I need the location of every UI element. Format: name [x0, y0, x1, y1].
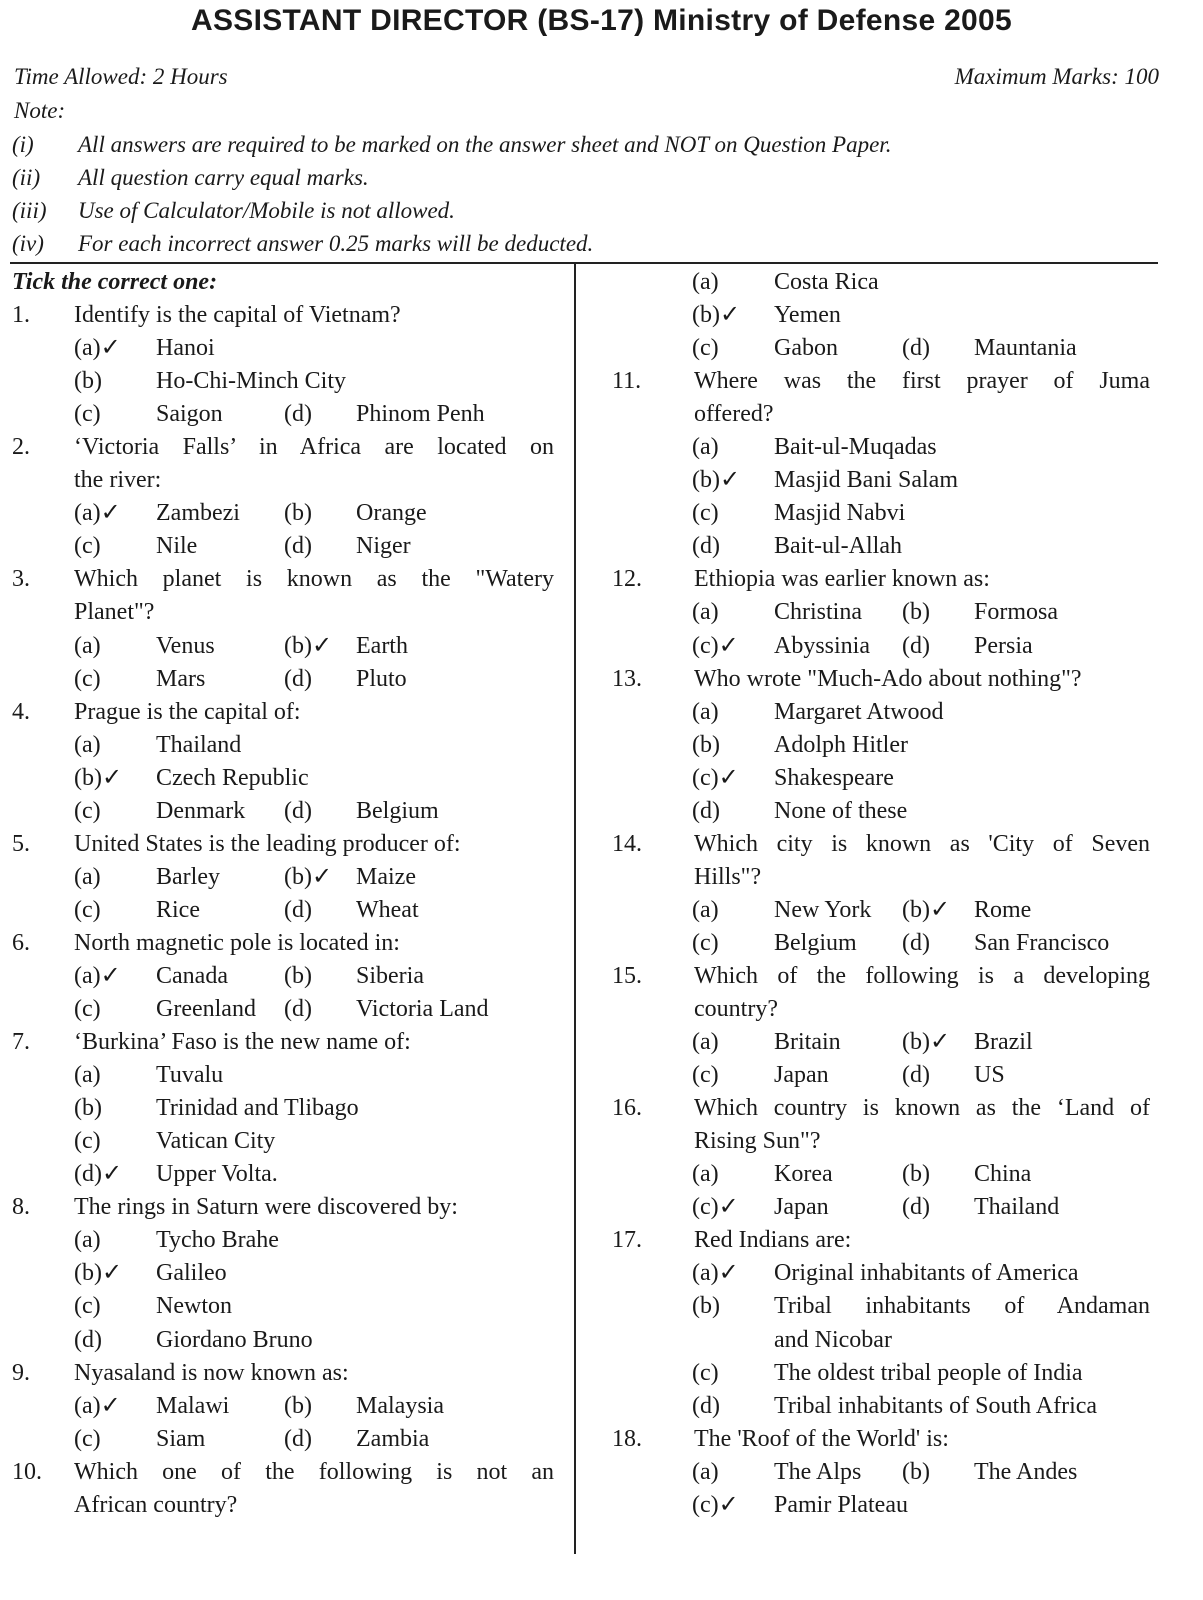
option-label: (a)✓ [692, 1260, 739, 1287]
option-label: (b) [902, 1458, 930, 1485]
left-column [10, 266, 554, 1522]
option-label: (b)✓ [74, 764, 123, 791]
option-label: (a) [692, 269, 719, 295]
option-label: (a) [692, 1029, 719, 1056]
option-text: Rice [156, 896, 200, 923]
question-text: ‘Victoria Falls’ in Africa are located on [74, 434, 554, 461]
option-row [610, 431, 1150, 464]
question-text: The rings in Saturn were discovered by: [74, 1194, 458, 1221]
option-text: Malawi [156, 1392, 230, 1419]
option-text: Persia [974, 632, 1033, 659]
option-row [610, 530, 1150, 563]
question-number: 15. [612, 962, 642, 989]
option-label: (a) [692, 1458, 719, 1485]
option-label: (d) [902, 1194, 930, 1221]
note-text: Use of Calculator/Mobile is not allowed. [78, 198, 455, 223]
question-text: African country? [74, 1491, 238, 1518]
option-text: Mars [156, 665, 206, 692]
question-continuation [10, 596, 554, 629]
note-item [12, 128, 1162, 161]
option-row [610, 1290, 1150, 1323]
option-label: (a) [74, 1227, 101, 1254]
option-row [10, 332, 554, 365]
option-row [10, 960, 554, 993]
option-row [610, 894, 1150, 927]
question-number: 14. [612, 830, 642, 857]
option-label: (c)✓ [692, 1491, 739, 1518]
option-text: Belgium [774, 929, 857, 956]
question-number: 10. [12, 1458, 42, 1485]
option-text: Tribal inhabitants of Andaman [774, 1293, 1150, 1320]
option-label: (c) [74, 665, 101, 692]
option-row [10, 1257, 554, 1290]
option-label: (b)✓ [692, 302, 741, 329]
option-text: Giordano Bruno [156, 1326, 313, 1353]
option-row [610, 332, 1150, 365]
header-divider [10, 262, 1158, 264]
question-text: Which of the following is a developing [694, 962, 1150, 989]
question-continuation [10, 1489, 554, 1522]
option-row [610, 795, 1150, 828]
option-row [10, 530, 554, 563]
question-number: 11. [612, 368, 642, 395]
question-number: 12. [612, 566, 642, 593]
option-text: US [974, 1062, 1005, 1089]
option-text: Bait-ul-Muqadas [774, 434, 937, 461]
right-column [610, 266, 1150, 1522]
instruction-heading: Tick the correct one: [12, 269, 218, 295]
option-label: (d) [902, 1062, 930, 1089]
option-row [610, 927, 1150, 960]
option-label: (b) [902, 1161, 930, 1188]
option-text: Hanoi [156, 335, 215, 362]
option-label: (c) [74, 1128, 101, 1155]
option-text: Earth [356, 632, 408, 659]
option-row [10, 1290, 554, 1323]
option-text: Phinom Penh [356, 401, 485, 428]
option-text: Greenland [156, 996, 256, 1023]
option-label: (c)✓ [692, 764, 739, 791]
option-text: Mauntania [974, 335, 1077, 362]
option-text: Saigon [156, 401, 223, 428]
option-text: Wheat [356, 896, 419, 923]
question-text: Where was the first prayer of Juma [694, 368, 1150, 395]
option-label: (b)✓ [284, 632, 333, 659]
option-row [10, 398, 554, 431]
question-text: country? [694, 996, 778, 1023]
option-text: Tribal inhabitants of South Africa [774, 1392, 1098, 1419]
option-text: Japan [774, 1194, 829, 1221]
option-label: (b)✓ [284, 863, 333, 890]
option-label: (c) [692, 500, 719, 527]
option-label: (c) [74, 896, 101, 923]
option-label: (a) [74, 731, 101, 758]
note-item [12, 227, 1162, 260]
option-text: Masjid Bani Salam [774, 467, 958, 494]
question-line [610, 365, 1150, 398]
option-label: (b) [692, 1293, 720, 1320]
question-number: 6. [12, 929, 30, 956]
option-row [10, 1059, 554, 1092]
question-number: 16. [612, 1095, 642, 1122]
option-text: Siam [156, 1425, 206, 1452]
question-line [610, 663, 1150, 696]
option-label: (a)✓ [74, 335, 121, 362]
question-number: 4. [12, 698, 30, 725]
option-row [610, 1059, 1150, 1092]
question-text: Hills"? [694, 863, 762, 890]
question-text: offered? [694, 401, 774, 428]
option-label: (b)✓ [902, 1029, 951, 1056]
option-label: (a) [74, 1062, 101, 1089]
question-text: Ethiopia was earlier known as: [694, 566, 990, 593]
option-text: Zambia [356, 1425, 430, 1452]
question-line [610, 1423, 1150, 1456]
time-allowed: Time Allowed: 2 Hours [14, 64, 228, 89]
question-line [10, 299, 554, 332]
option-label: (a) [692, 434, 719, 461]
option-label: (d) [902, 929, 930, 956]
note-number: (ii) [12, 165, 41, 190]
option-text: and Nicobar [774, 1326, 892, 1353]
question-text: Which planet is known as the "Watery [74, 566, 554, 593]
question-number: 9. [12, 1359, 30, 1386]
option-label: (d)✓ [74, 1161, 123, 1188]
option-row [610, 1158, 1150, 1191]
option-text: Maize [356, 863, 416, 890]
question-number: 17. [612, 1227, 642, 1254]
option-row [610, 1191, 1150, 1224]
option-label: (a) [74, 863, 101, 890]
question-continuation [610, 1125, 1150, 1158]
option-text: Ho-Chi-Minch City [156, 368, 346, 395]
option-label: (d) [692, 797, 720, 824]
option-label: (c) [692, 1062, 719, 1089]
option-continuation [610, 1324, 1150, 1357]
option-text: Newton [156, 1293, 232, 1320]
option-text: The oldest tribal people of India [774, 1359, 1083, 1386]
option-label: (b) [284, 500, 312, 527]
option-label: (c) [692, 929, 719, 956]
question-text: Prague is the capital of: [74, 698, 301, 725]
option-text: Costa Rica [774, 269, 879, 295]
question-text: Planet"? [74, 599, 155, 626]
option-row [10, 1324, 554, 1357]
option-text: San Francisco [974, 929, 1110, 956]
option-label: (b) [902, 599, 930, 626]
option-text: Margaret Atwood [774, 698, 944, 725]
question-line [10, 696, 554, 729]
note-text: For each incorrect answer 0.25 marks will be deducted. [78, 231, 594, 256]
question-text: the river: [74, 467, 162, 494]
option-label: (d) [284, 401, 312, 428]
option-label: (b) [284, 1392, 312, 1419]
note-number: (iii) [12, 198, 47, 223]
note-item [12, 161, 1162, 194]
option-row [610, 497, 1150, 530]
option-label: (a) [692, 698, 719, 725]
option-text: Christina [774, 599, 862, 626]
option-row [10, 1125, 554, 1158]
option-text: Tuvalu [156, 1062, 224, 1089]
note-text: All question carry equal marks. [78, 165, 369, 190]
option-text: Vatican City [156, 1128, 276, 1155]
option-label: (d) [74, 1326, 102, 1353]
option-text: Barley [156, 863, 220, 890]
note-text: All answers are required to be marked on the answer sheet and NOT on Question Paper. [78, 132, 892, 157]
question-text: North magnetic pole is located in: [74, 929, 400, 956]
question-line [10, 1357, 554, 1390]
option-row [610, 464, 1150, 497]
option-row [610, 729, 1150, 762]
option-row [610, 1390, 1150, 1423]
option-label: (c)✓ [692, 1194, 739, 1221]
option-text: Galileo [156, 1260, 227, 1287]
option-label: (d) [284, 1425, 312, 1452]
option-text: Shakespeare [774, 764, 894, 791]
question-continuation [610, 993, 1150, 1026]
option-row [610, 299, 1150, 332]
option-row [610, 630, 1150, 663]
question-number: 13. [612, 665, 642, 692]
question-line [610, 828, 1150, 861]
option-text: Upper Volta. [156, 1161, 278, 1188]
option-text: Tycho Brahe [156, 1227, 279, 1254]
option-label: (d) [284, 996, 312, 1023]
option-text: Formosa [974, 599, 1058, 626]
option-text: Victoria Land [356, 996, 489, 1023]
option-label: (c) [74, 797, 101, 824]
option-text: The Alps [774, 1458, 862, 1485]
option-row [610, 1026, 1150, 1059]
question-line [10, 431, 554, 464]
question-line [610, 960, 1150, 993]
option-label: (b)✓ [902, 896, 951, 923]
option-label: (d) [284, 533, 312, 560]
option-label: (d) [902, 335, 930, 362]
question-number: 7. [12, 1029, 30, 1056]
option-label: (a) [692, 896, 719, 923]
option-row [610, 696, 1150, 729]
option-row [10, 861, 554, 894]
option-label: (b) [284, 962, 312, 989]
option-row [10, 1390, 554, 1423]
option-text: Korea [774, 1161, 833, 1188]
option-label: (b) [74, 1095, 102, 1122]
option-label: (c) [692, 1359, 719, 1386]
note-label: Note: [14, 98, 66, 123]
option-text: Zambezi [156, 500, 240, 527]
option-row [10, 1092, 554, 1125]
option-row [10, 630, 554, 663]
column-divider [574, 264, 576, 1554]
option-label: (c) [74, 1293, 101, 1320]
question-line [10, 1191, 554, 1224]
option-text: Bait-ul-Allah [774, 533, 902, 560]
question-text: ‘Burkina’ Faso is the new name of: [74, 1029, 411, 1056]
option-row [10, 1423, 554, 1456]
question-continuation [610, 861, 1150, 894]
option-row [610, 1357, 1150, 1390]
option-row [10, 365, 554, 398]
option-text: Belgium [356, 797, 439, 824]
option-label: (a)✓ [74, 1392, 121, 1419]
question-number: 5. [12, 830, 30, 857]
option-text: Niger [356, 533, 411, 560]
option-row [610, 1257, 1150, 1290]
option-row [10, 663, 554, 696]
note-item [12, 194, 1162, 227]
question-line [10, 1026, 554, 1059]
note-number: (iv) [12, 231, 44, 256]
option-label: (b)✓ [692, 467, 741, 494]
option-label: (b)✓ [74, 1260, 123, 1287]
question-text: Nyasaland is now known as: [74, 1359, 349, 1386]
option-text: Abyssinia [774, 632, 870, 659]
option-text: Thailand [156, 731, 242, 758]
question-line [10, 563, 554, 596]
option-text: None of these [774, 797, 908, 824]
question-continuation [610, 398, 1150, 431]
option-text: Original inhabitants of America [774, 1260, 1079, 1287]
option-text: Czech Republic [156, 764, 309, 791]
option-label: (d) [284, 797, 312, 824]
question-text: Who wrote "Much-Ado about nothing"? [694, 665, 1082, 692]
notes-list [12, 128, 1162, 260]
option-text: Venus [156, 632, 215, 659]
option-label: (b) [692, 731, 720, 758]
option-text: Orange [356, 500, 427, 527]
option-text: Rome [974, 896, 1032, 923]
option-text: Pamir Plateau [774, 1491, 908, 1518]
question-text: Identify is the capital of Vietnam? [74, 302, 401, 329]
option-row [610, 1456, 1150, 1489]
option-label: (c) [74, 401, 101, 428]
question-text: Which country is known as the ‘Land of [694, 1095, 1150, 1122]
question-line [610, 1092, 1150, 1125]
option-row [10, 894, 554, 927]
question-text: Red Indians are: [694, 1227, 852, 1254]
option-label: (a)✓ [74, 962, 121, 989]
option-text: Gabon [774, 335, 838, 362]
option-text: Japan [774, 1062, 829, 1089]
option-label: (d) [284, 665, 312, 692]
option-text: The Andes [974, 1458, 1078, 1485]
option-text: Adolph Hitler [774, 731, 908, 758]
question-continuation [10, 464, 554, 497]
option-text: Masjid Nabvi [774, 500, 906, 527]
option-label: (c) [74, 1425, 101, 1452]
question-number: 18. [612, 1425, 642, 1452]
option-label: (c) [74, 996, 101, 1023]
option-label: (c) [74, 533, 101, 560]
question-line [610, 1224, 1150, 1257]
option-row [10, 762, 554, 795]
question-text: Rising Sun"? [694, 1128, 821, 1155]
option-text: Brazil [974, 1029, 1033, 1056]
question-number: 3. [12, 566, 30, 593]
question-line [10, 1456, 554, 1489]
option-text: New York [774, 896, 872, 923]
option-text: Trinidad and Tlibago [156, 1095, 359, 1122]
option-label: (a) [692, 1161, 719, 1188]
option-text: China [974, 1161, 1032, 1188]
option-label: (c)✓ [692, 632, 739, 659]
option-row [610, 762, 1150, 795]
question-text: Which one of the following is not an [74, 1458, 554, 1485]
option-row [10, 993, 554, 1026]
option-label: (a)✓ [74, 500, 121, 527]
question-number: 2. [12, 434, 30, 461]
option-label: (a) [692, 599, 719, 626]
question-line [10, 828, 554, 861]
question-line [610, 563, 1150, 596]
question-number: 8. [12, 1194, 30, 1221]
question-number: 1. [12, 302, 30, 329]
option-row [610, 266, 1150, 299]
option-row [10, 795, 554, 828]
question-text: United States is the leading producer of: [74, 830, 461, 857]
option-text: Siberia [356, 962, 424, 989]
option-label: (d) [902, 632, 930, 659]
option-row [10, 497, 554, 530]
option-text: Thailand [974, 1194, 1060, 1221]
option-row [10, 1158, 554, 1191]
note-number: (i) [12, 132, 34, 157]
option-text: Yemen [774, 302, 841, 329]
option-text: Britain [774, 1029, 841, 1056]
option-label: (c) [692, 335, 719, 362]
option-label: (d) [692, 1392, 720, 1419]
option-text: Canada [156, 962, 228, 989]
option-label: (d) [284, 896, 312, 923]
option-label: (b) [74, 368, 102, 395]
question-text: Which city is known as 'City of Seven [694, 830, 1150, 857]
question-text: The 'Roof of the World' is: [694, 1425, 949, 1452]
question-line [10, 927, 554, 960]
option-text: Malaysia [356, 1392, 444, 1419]
page-title: ASSISTANT DIRECTOR (BS-17) Ministry of Defense 2005 [190, 4, 1013, 37]
option-row [610, 1489, 1150, 1522]
option-row [10, 729, 554, 762]
option-row [10, 1224, 554, 1257]
option-text: Denmark [156, 797, 246, 824]
option-label: (a) [74, 632, 101, 659]
option-text: Pluto [356, 665, 407, 692]
option-row [610, 596, 1150, 629]
option-text: Nile [156, 533, 198, 560]
maximum-marks: Maximum Marks: 100 [954, 64, 1159, 89]
option-label: (d) [692, 533, 720, 560]
